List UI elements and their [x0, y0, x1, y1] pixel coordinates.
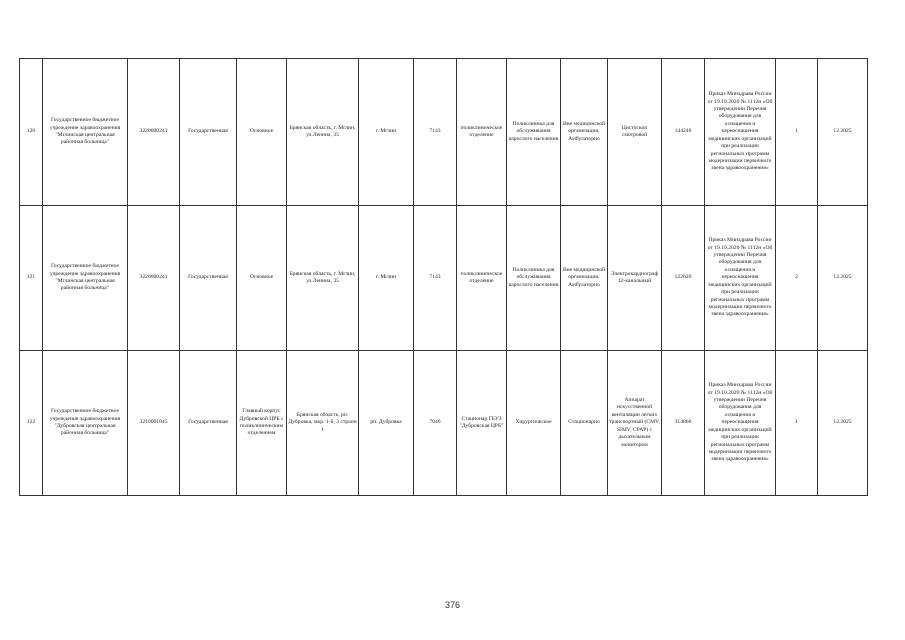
delivery-date: 12.2025	[818, 351, 868, 496]
table-row	[20, 351, 868, 496]
address: Брянская область, рп. Дубровка, мкр. 1-й, 3 строен 1	[287, 351, 359, 496]
department: поликлиническое отделение	[457, 59, 507, 206]
equipment-code: 122620	[662, 206, 705, 351]
unit-name: Основное	[237, 206, 287, 351]
ownership-form: Государственная	[180, 206, 237, 351]
department-purpose: Поликлиника для обслуживания взрослого населения	[507, 59, 561, 206]
unit-name: Основное	[237, 59, 287, 206]
care-conditions: Вне медицинской организации, Амбулаторно	[561, 206, 608, 351]
table-row	[20, 206, 868, 351]
organization-code: 3220000241	[128, 206, 180, 351]
unit-index: 7143	[414, 206, 457, 351]
care-conditions: Стационарно	[561, 351, 608, 496]
organization-name: Государственное бюджетное учреждение здравоохранения "Мглинская центральная районная больница"	[43, 59, 128, 206]
department: поликлиническое отделение	[457, 206, 507, 351]
delivery-date: 12.2025	[818, 206, 868, 351]
quantity: 1	[776, 351, 818, 496]
organization-name: Государственное бюджетное учреждение здравоохранения "Мглинская центральная районная больница"	[43, 206, 128, 351]
table-row	[20, 59, 868, 206]
equipment-name: Электрокардиограф 12-канальный	[608, 206, 662, 351]
department-purpose: Хирургическое	[507, 351, 561, 496]
regulatory-order: Приказ Минздрава России от 19.10.2020 № 1112н «Об утверждении Перечня оборудования для оснащения и переоснащения медицинских организаций при реализации региональных программ модернизации первичного звена здравоохранения»	[705, 59, 776, 206]
page-number: 376	[444, 600, 461, 610]
delivery-date: 12.2025	[818, 59, 868, 206]
settlement: рп. Дубровка	[359, 351, 414, 496]
address: Брянская область, г. Мглин, ул.Ленина, 35	[287, 206, 359, 351]
settlement: г. Мглин	[359, 206, 414, 351]
row-number: 122	[20, 351, 43, 496]
unit-index: 7143	[414, 59, 457, 206]
row-number: 121	[20, 206, 43, 351]
department: Стационар ГБУЗ "Дубровская ЦРБ"	[457, 351, 507, 496]
equipment-code: 144240	[662, 59, 705, 206]
quantity: 1	[776, 59, 818, 206]
settlement: г. Мглин	[359, 59, 414, 206]
regulatory-order: Приказ Минздрава России от 19.10.2020 № 1112н «Об утверждении Перечня оборудования для оснащения и переоснащения медицинских организаций при реализации региональных программ модернизации первичного звена здравоохранения»	[705, 351, 776, 496]
equipment-table	[19, 58, 868, 496]
ownership-form: Государственная	[180, 59, 237, 206]
row-number: 126	[20, 59, 43, 206]
equipment-name: Аппарат искусственной вентиляции легких транспортный (CMV, SIMV, CPAP) с дыхательным монитором	[608, 351, 662, 496]
regulatory-order: Приказ Минздрава России от 19.10.2020 № 1112н «Об утверждении Перечня оборудования для оснащения и переоснащения медицинских организаций при реализации региональных программ модернизации первичного звена здравоохранения»	[705, 206, 776, 351]
address: Брянская область, г. Мглин, ул.Ленина, 35	[287, 59, 359, 206]
organization-code: 3210001045	[128, 351, 180, 496]
unit-name: Главный корпус Дубровской ЦРБ с поликлиническим отделением	[237, 351, 287, 496]
equipment-name: Цистоскоп смотровой	[608, 59, 662, 206]
quantity: 2	[776, 206, 818, 351]
equipment-code: 314860	[662, 351, 705, 496]
department-purpose: Поликлиника для обслуживания взрослого населения	[507, 206, 561, 351]
ownership-form: Государственная	[180, 351, 237, 496]
organization-name: Государственное бюджетное учреждение здравоохранения "Дубровская центральная районная больница"	[43, 351, 128, 496]
organization-code: 3220000241	[128, 59, 180, 206]
unit-index: 7046	[414, 351, 457, 496]
care-conditions: Вне медицинской организации, Амбулаторно	[561, 59, 608, 206]
